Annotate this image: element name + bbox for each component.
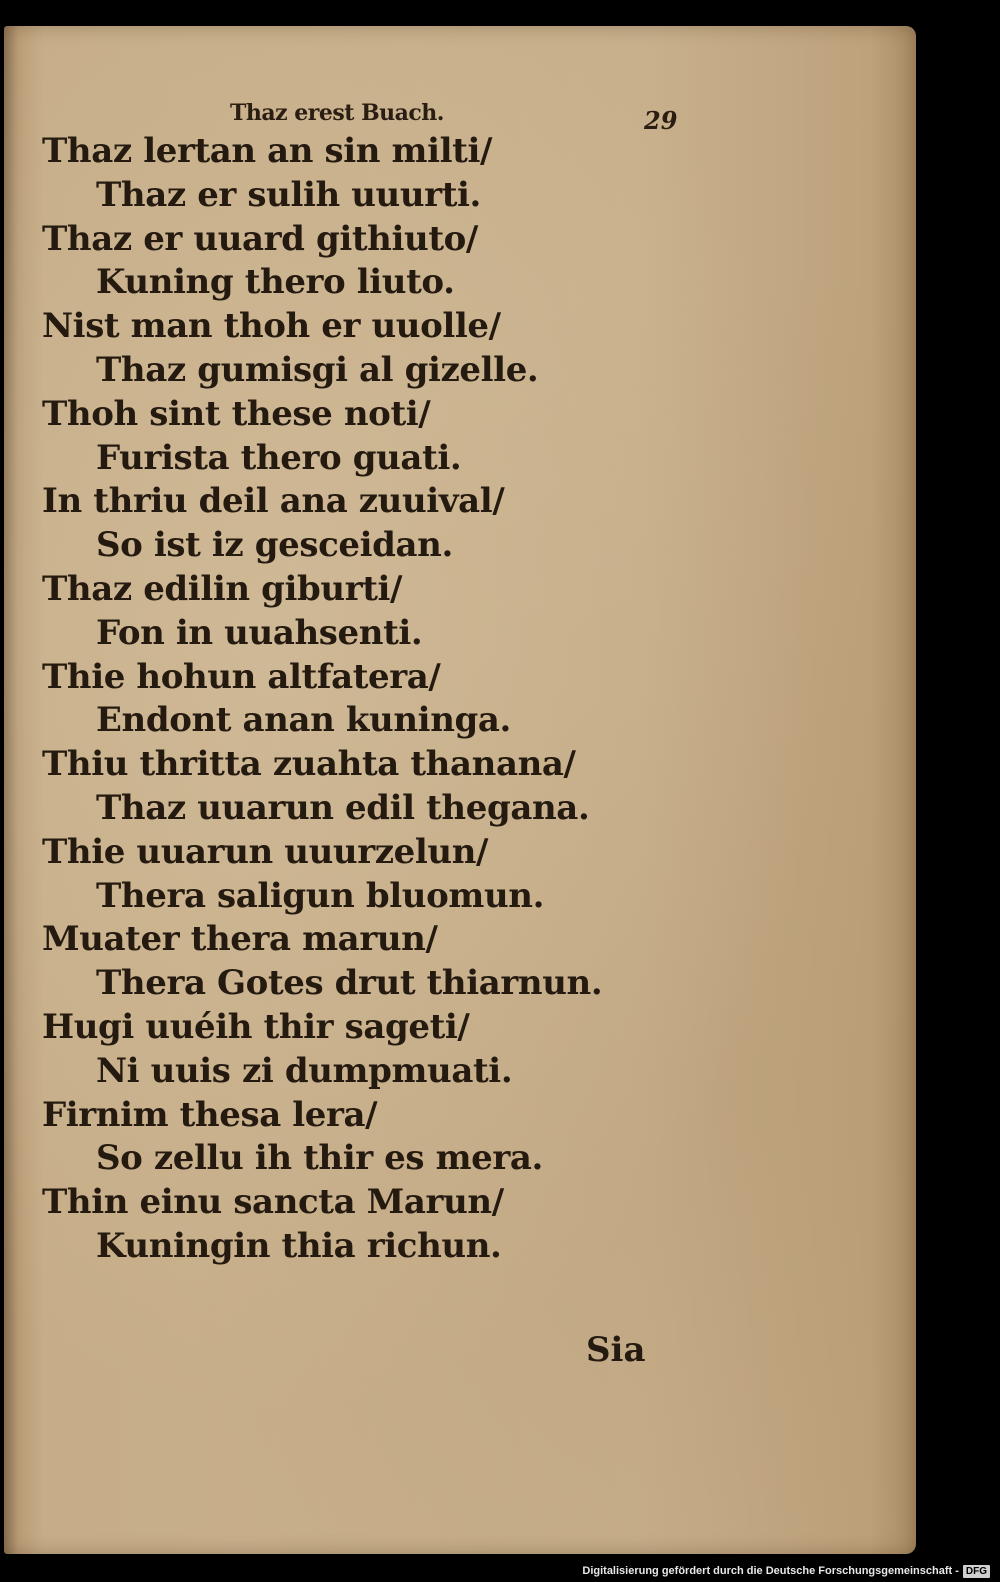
book-page (4, 26, 916, 1554)
catchword: Sia (586, 1330, 646, 1370)
credit-text: Digitalisierung gefördert durch die Deutsche Forschungsgemeinschaft - (582, 1565, 959, 1577)
verse-line: Thiu thritta zuahta thanana/ (42, 744, 576, 785)
verse-line: Furista thero guati. (96, 437, 462, 478)
verse-line: Thaz lertan an sin milti/ (42, 131, 492, 171)
verse-line: Ni uuis zi dumpmuati. (96, 1050, 513, 1091)
verse-line: Kuningin thia richun. (96, 1225, 502, 1266)
verse-line: Endont anan kuninga. (96, 700, 511, 741)
verse-line: Thie uuarun uuurzelun/ (42, 831, 489, 872)
verse-line: So ist iz gesceidan. (96, 525, 453, 566)
dfg-logo: DFG (963, 1565, 990, 1578)
verse-line: In thriu deil ana zuuival/ (42, 481, 505, 522)
verse-line: Thie hohun altfatera/ (42, 656, 441, 697)
verse-line: Thaz uuarun edil thegana. (96, 787, 590, 828)
verse-line: Thera Gotes drut thiarnun. (96, 963, 603, 1004)
running-title: Thaz erest Buach. (230, 100, 444, 126)
verse-line: Thera saligun bluomun. (96, 875, 545, 916)
verse-line: Nist man thoh er uuolle/ (42, 306, 501, 347)
verse-line: Thoh sint these noti/ (42, 393, 431, 434)
verse-line: Thaz gumisgi al gizelle. (96, 349, 539, 390)
page-number: 29 (644, 106, 678, 135)
verse-line: Thaz er uuard githiuto/ (42, 218, 478, 259)
digitization-credit (582, 1562, 990, 1580)
verse-line: Thaz er sulih uuurti. (96, 174, 481, 215)
verse-line: Thin einu sancta Marun/ (42, 1182, 504, 1223)
verse-line: Thaz edilin giburti/ (42, 568, 403, 609)
verse-line: Fon in uuahsenti. (96, 612, 423, 653)
verse-line: Muater thera marun/ (42, 919, 438, 960)
verse-line: Hugi uuéih thir sageti/ (42, 1006, 470, 1047)
verse-line: So zellu ih thir es mera. (96, 1138, 543, 1179)
verse-line: Kuning thero liuto. (96, 262, 455, 303)
verse-line: Firnim thesa lera/ (42, 1094, 378, 1135)
verse-block (4, 130, 904, 1269)
